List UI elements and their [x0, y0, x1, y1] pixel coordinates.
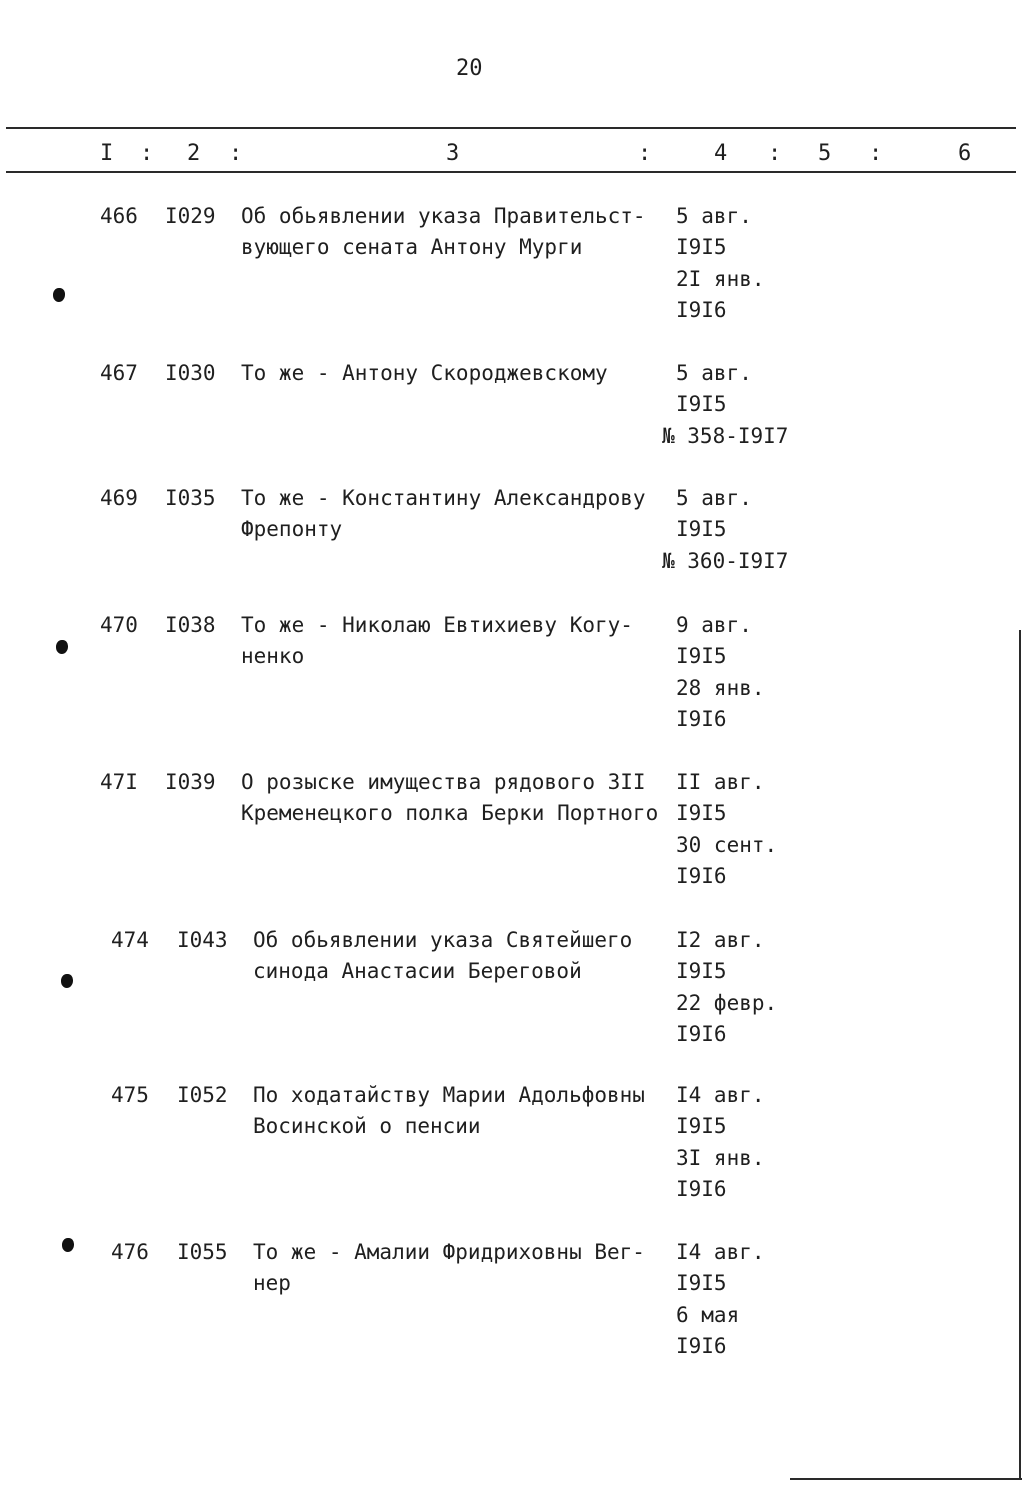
row-date-line: I9I5	[676, 1271, 727, 1295]
row-date-line: 22 февр.	[676, 991, 778, 1015]
row-date-line: 3I янв.	[676, 1146, 765, 1170]
row-title-line: Об обьявлении указа Правительст-	[241, 204, 646, 228]
row-date-line: 5 авг.	[676, 204, 752, 228]
column-separator: :	[869, 141, 883, 166]
row-title-line: Кременецкого полка Берки Портного	[241, 801, 659, 825]
row-date-line: 5 авг.	[676, 361, 752, 385]
row-date-line: I9I6	[676, 707, 727, 731]
column-header-2: 2	[187, 141, 201, 166]
row-number: 476	[111, 1240, 149, 1264]
row-date-line: 9 авг.	[676, 613, 752, 637]
column-header-1: I	[100, 141, 114, 166]
row-number: 469	[100, 486, 138, 510]
row-title-line: То же - Антону Скороджевскому	[241, 361, 608, 385]
row-date-line: I9I6	[676, 298, 727, 322]
row-title-line: То же - Николаю Евтихиеву Когу-	[241, 613, 633, 637]
row-code: I035	[165, 486, 216, 510]
row-number: 475	[111, 1083, 149, 1107]
row-title-line: Восинской о пенсии	[253, 1114, 481, 1138]
row-date-line: I9I5	[676, 517, 727, 541]
row-number: 466	[100, 204, 138, 228]
column-separator: :	[638, 141, 652, 166]
row-code: I038	[165, 613, 216, 637]
row-code: I039	[165, 770, 216, 794]
header-top-rule	[6, 127, 1016, 129]
row-date-line: I9I5	[676, 644, 727, 668]
column-header-5: 5	[818, 141, 832, 166]
row-date-line: 30 сент.	[676, 833, 778, 857]
page-number: 20	[456, 56, 483, 81]
row-date-line: № 358-I9I7	[662, 424, 789, 448]
page-edge-line	[790, 1478, 1022, 1480]
row-number: 474	[111, 928, 149, 952]
row-code: I030	[165, 361, 216, 385]
row-date-line: I9I6	[676, 1022, 727, 1046]
row-date-line: I9I5	[676, 801, 727, 825]
row-code: I055	[177, 1240, 228, 1264]
row-date-line: 28 янв.	[676, 676, 765, 700]
row-title-line: То же - Константину Александрову	[241, 486, 646, 510]
row-date-line: 6 мая	[676, 1303, 740, 1327]
punch-hole-mark	[62, 1238, 74, 1252]
row-date-line: I9I5	[676, 959, 727, 983]
row-date-line: № 360-I9I7	[662, 549, 789, 573]
row-title-line: Об обьявлении указа Святейшего	[253, 928, 633, 952]
row-date-line: I4 авг.	[676, 1240, 765, 1264]
column-header-4: 4	[714, 141, 728, 166]
column-header-6: 6	[958, 141, 972, 166]
row-date-line: 5 авг.	[676, 486, 752, 510]
row-title-line: ненко	[241, 644, 305, 668]
row-code: I052	[177, 1083, 228, 1107]
page-edge-line	[1019, 630, 1021, 1480]
row-date-line: I9I6	[676, 1177, 727, 1201]
punch-hole-mark	[61, 974, 73, 988]
row-number: 470	[100, 613, 138, 637]
row-title-line: По ходатайству Марии Адольфовны	[253, 1083, 645, 1107]
row-date-line: I2 авг.	[676, 928, 765, 952]
row-date-line: I9I6	[676, 864, 727, 888]
row-title-line: Фрепонту	[241, 517, 343, 541]
row-title-line: вующего сената Антону Мурги	[241, 235, 583, 259]
row-date-line: I9I5	[676, 235, 727, 259]
row-code: I043	[177, 928, 228, 952]
row-title-line: О розыске имущества рядового 3II	[241, 770, 646, 794]
column-separator: :	[768, 141, 782, 166]
row-code: I029	[165, 204, 216, 228]
column-separator: :	[140, 141, 154, 166]
row-number: 47I	[100, 770, 138, 794]
row-date-line: 2I янв.	[676, 267, 765, 291]
column-separator: :	[229, 141, 243, 166]
row-title-line: То же - Амалии Фридриховны Вег-	[253, 1240, 645, 1264]
row-date-line: II авг.	[676, 770, 765, 794]
punch-hole-mark	[53, 288, 65, 302]
row-date-line: I4 авг.	[676, 1083, 765, 1107]
row-number: 467	[100, 361, 138, 385]
row-date-line: I9I5	[676, 392, 727, 416]
row-title-line: синода Анастасии Береговой	[253, 959, 582, 983]
row-date-line: I9I5	[676, 1114, 727, 1138]
column-header-3: 3	[446, 141, 460, 166]
row-date-line: I9I6	[676, 1334, 727, 1358]
punch-hole-mark	[56, 640, 68, 654]
header-bottom-rule	[6, 171, 1016, 173]
row-title-line: нер	[253, 1271, 291, 1295]
